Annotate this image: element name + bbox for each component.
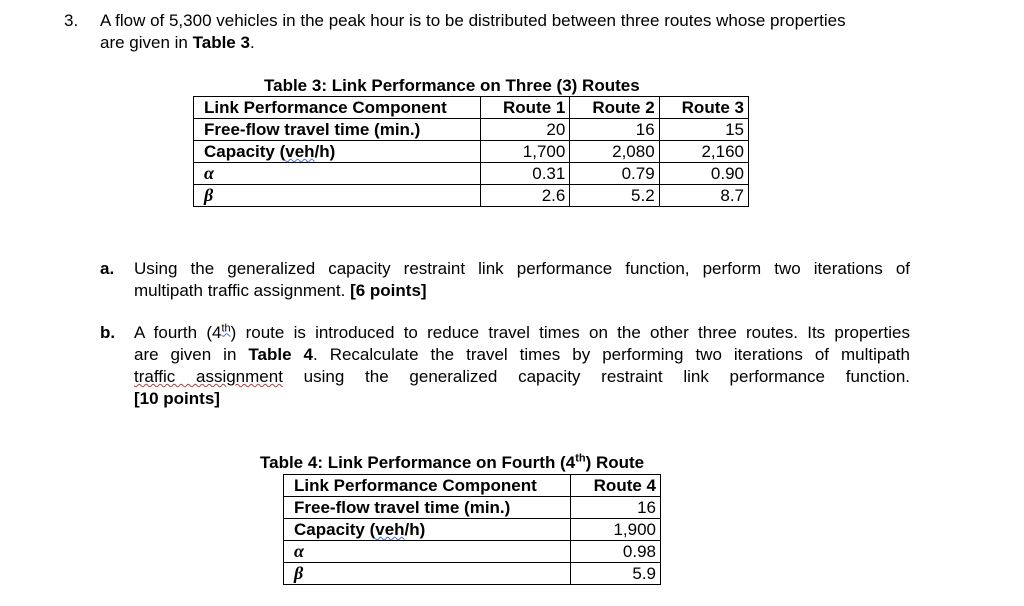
table-row <box>284 563 661 585</box>
row-label: Free-flow travel time (min.) <box>284 497 571 519</box>
part-b-line-2 <box>134 344 910 366</box>
table-row <box>194 119 749 141</box>
part-a-line-2 <box>134 280 910 302</box>
part-b-line-4 <box>134 388 910 410</box>
spellcheck-word: veh <box>375 520 405 539</box>
points: [10 points] <box>134 389 220 408</box>
cell: 8.7 <box>659 185 748 207</box>
table4-title <box>260 453 644 473</box>
table-ref: Table 3 <box>192 33 250 52</box>
header-cell: Route 2 <box>570 97 659 119</box>
question-number: 3. <box>64 11 79 30</box>
row-label <box>194 141 481 163</box>
grammar-flag: traffic assignment <box>134 367 283 386</box>
table-header-row <box>284 475 661 497</box>
row-label: α <box>194 163 481 185</box>
cell: 1,900 <box>571 519 661 541</box>
part-a-letter: a. <box>100 259 115 278</box>
part-b-letter: b. <box>100 323 116 342</box>
table-row <box>284 541 661 563</box>
cell: 20 <box>481 119 570 141</box>
cell: 0.79 <box>570 163 659 185</box>
table-row <box>284 497 661 519</box>
text: are given in <box>134 345 249 364</box>
table-row <box>194 185 749 207</box>
row-label: β <box>194 185 481 207</box>
part-a-line-1: Using the generalized capacity restraint link performance function, perform two iterations of <box>134 259 910 278</box>
spellcheck-word: veh <box>285 142 315 161</box>
part-b-line-1 <box>134 322 910 344</box>
question-line-2 <box>100 32 255 54</box>
text: /h) <box>404 520 426 539</box>
table3 <box>193 96 749 207</box>
text: Capacity ( <box>294 520 376 539</box>
text: /h) <box>314 142 336 161</box>
header-cell: Route 4 <box>571 475 661 497</box>
part-b-line-3 <box>134 366 910 388</box>
header-cell: Route 1 <box>481 97 570 119</box>
cell: 2,080 <box>570 141 659 163</box>
cell: 16 <box>571 497 661 519</box>
row-label: Free-flow travel time (min.) <box>194 119 481 141</box>
text: Capacity ( <box>204 142 286 161</box>
text: Table 4: Link Performance on Fourth (4 <box>260 453 576 472</box>
table-header-row <box>194 97 749 119</box>
text: multipath traffic assignment. <box>134 281 351 300</box>
cell: 5.9 <box>571 563 661 585</box>
superscript: th <box>575 452 586 465</box>
text: are given in <box>100 33 193 52</box>
points: [6 points] <box>350 281 427 300</box>
cell: 16 <box>570 119 659 141</box>
table-row <box>284 519 661 541</box>
cell: 0.98 <box>571 541 661 563</box>
text: . Recalculate the travel times by performing two iterations of multipath <box>312 345 910 364</box>
cell: 2.6 <box>481 185 570 207</box>
table-ref: Table 4 <box>248 345 313 364</box>
text: ) Route <box>585 453 645 472</box>
cell: 0.90 <box>659 163 748 185</box>
question-line-1: A flow of 5,300 vehicles in the peak hour is to be distributed between three routes whose properties <box>100 11 846 30</box>
cell: 5.2 <box>570 185 659 207</box>
cell: 15 <box>659 119 748 141</box>
table3-title: Table 3: Link Performance on Three (3) Routes <box>264 76 640 95</box>
text: . <box>249 33 255 52</box>
text: using the generalized capacity restraint link performance function. <box>282 367 910 386</box>
table4 <box>283 474 661 585</box>
superscript: th <box>221 322 231 335</box>
table-row <box>194 141 749 163</box>
cell: 1,700 <box>481 141 570 163</box>
cell: 0.31 <box>481 163 570 185</box>
table-row <box>194 163 749 185</box>
text: ) route is introduced to reduce travel times on the other three routes. Its properties <box>230 323 911 342</box>
header-cell: Link Performance Component <box>284 475 571 497</box>
header-cell: Route 3 <box>659 97 748 119</box>
text: A fourth (4 <box>134 323 222 342</box>
row-label <box>284 519 571 541</box>
cell: 2,160 <box>659 141 748 163</box>
row-label: β <box>284 563 571 585</box>
header-cell: Link Performance Component <box>194 97 481 119</box>
row-label: α <box>284 541 571 563</box>
